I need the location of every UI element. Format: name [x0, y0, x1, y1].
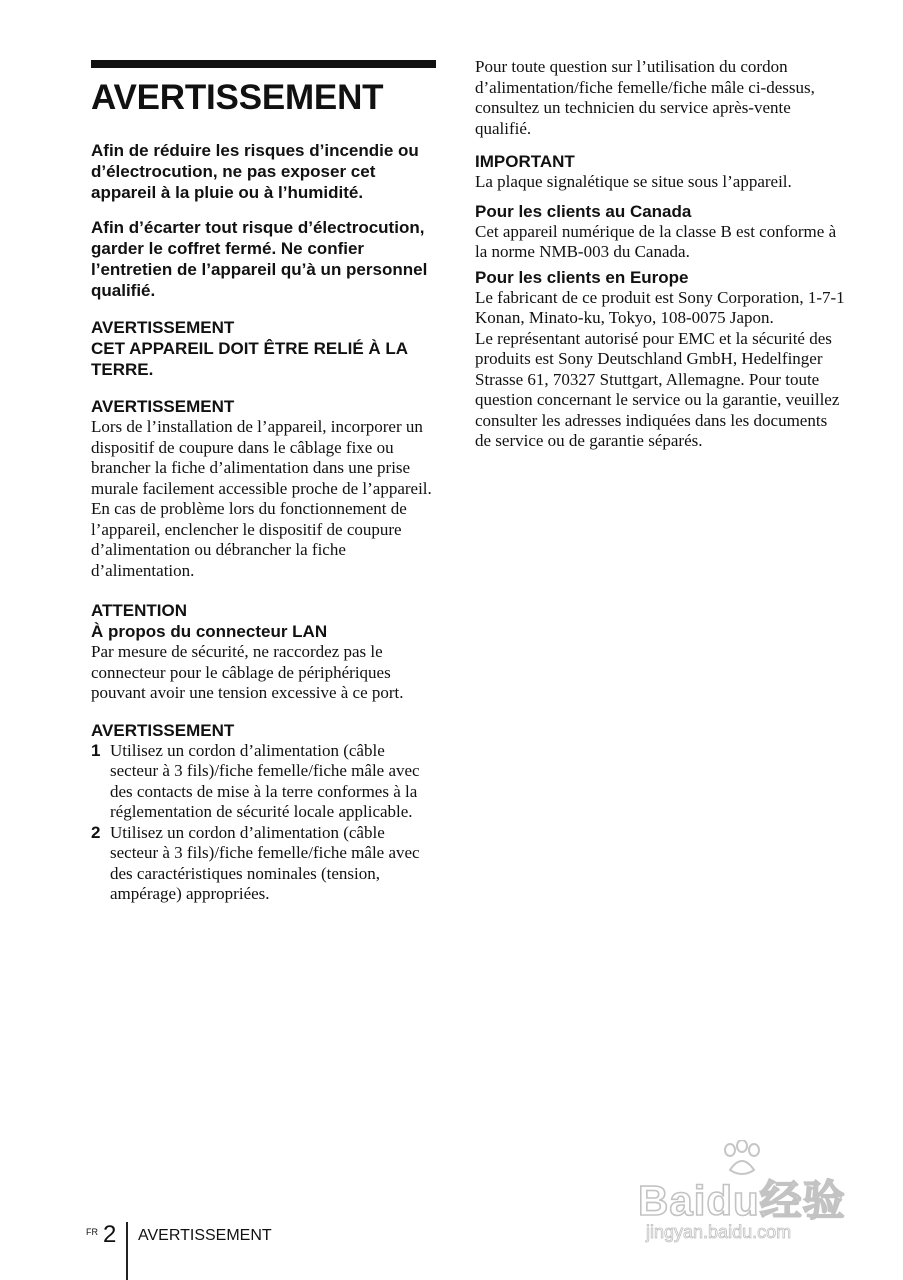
- earth-heading: AVERTISSEMENT: [91, 318, 235, 337]
- cord-list: [91, 741, 436, 905]
- right-column: [475, 57, 845, 452]
- page-number: 2: [103, 1221, 117, 1248]
- cord-warning-block: [91, 720, 436, 905]
- left-column: [91, 60, 436, 921]
- install-text: Lors de l’installation de l’appareil, incorporer un dispositif de coupure dans le câblage fixe ou brancher la fiche d’alimentation dans une prise murale facilement accessible proche de l’appareil. En cas de problème lors du fonctionnement de l’appareil, enclencher le dispositif de coupure d’alimentation ou débrancher la fiche d’alimentation.: [91, 417, 432, 580]
- canada-block: [475, 201, 845, 263]
- earth-warning-block: [91, 317, 436, 380]
- attention-heading: ATTENTION: [91, 601, 188, 620]
- list-item: [91, 741, 436, 823]
- watermark-logo-text: Baidu经验: [638, 1177, 846, 1224]
- europe-text-manufacturer: Le fabricant de ce produit est Sony Corporation, 1-7-1 Konan, Minato-ku, Tokyo, 108-0075 Japon.: [475, 287, 845, 327]
- fire-warning: Afin de réduire les risques d’incendie ou d’électrocution, ne pas exposer cet appareil à la pluie ou à l’humidité.: [91, 141, 419, 202]
- footer-divider: [126, 1222, 128, 1280]
- install-heading: AVERTISSEMENT: [91, 397, 235, 416]
- list-text: Utilisez un cordon d’alimentation (câble secteur à 3 fils)/fiche femelle/fiche mâle avec des contacts de mise à la terre conformes à la réglementation de sécurité locale applicable.: [110, 740, 420, 821]
- list-number: 2: [91, 822, 101, 842]
- cord-heading: AVERTISSEMENT: [91, 720, 235, 740]
- baidu-watermark: [632, 1140, 862, 1250]
- lan-attention-block: [91, 600, 436, 704]
- list-number: 1: [91, 740, 101, 760]
- europe-heading: Pour les clients en Europe: [475, 267, 689, 287]
- canada-text: Cet appareil numérique de la classe B est conforme à la norme NMB-003 du Canada.: [475, 221, 837, 261]
- canada-heading: Pour les clients au Canada: [475, 201, 692, 221]
- install-warning-block: [91, 396, 436, 581]
- shock-warning: Afin d’écarter tout risque d’électrocution, garder le coffret fermé. Ne confier l’entretien de l’appareil qu’à un personnel qualifié.: [91, 218, 428, 300]
- list-item: [91, 823, 436, 905]
- important-text: La plaque signalétique se situe sous l’appareil.: [475, 172, 792, 191]
- europe-block: [475, 267, 845, 452]
- lan-heading: À propos du connecteur LAN: [91, 622, 328, 641]
- watermark-url: jingyan.baidu.com: [646, 1222, 792, 1242]
- lan-text: Par mesure de sécurité, ne raccordez pas le connecteur pour le câblage de périphériques pouvant avoir une tension excessive à ce port.: [91, 642, 404, 702]
- footer-section-title: AVERTISSEMENT: [138, 1227, 272, 1244]
- earth-text: CET APPAREIL DOIT ÊTRE RELIÉ À LA TERRE.: [91, 339, 408, 379]
- important-heading: IMPORTANT: [475, 152, 575, 171]
- important-block: [475, 151, 845, 193]
- language-code: FR: [86, 1227, 98, 1237]
- page-title: AVERTISSEMENT: [91, 78, 384, 117]
- cord-question-text: Pour toute question sur l’utilisation du cordon d’alimentation/fiche femelle/fiche mâle ci-dessus, consultez un technicien du service après-vente qualifié.: [475, 57, 815, 138]
- title-rule: [91, 60, 436, 68]
- list-text: Utilisez un cordon d’alimentation (câble secteur à 3 fils)/fiche femelle/fiche mâle avec des caractéristiques nominales (tension, ampérage) appropriées.: [110, 822, 420, 903]
- europe-text-representative: Le représentant autorisé pour EMC et la sécurité des produits est Sony Deutschland GmbH, Hedelfinger Strasse 61, 70327 Stuttgart, Allemagne. Pour toute question concernant le service ou la garantie, veuillez consulter les adresses indiquées dans les documents de service ou de garantie séparés.: [475, 328, 840, 450]
